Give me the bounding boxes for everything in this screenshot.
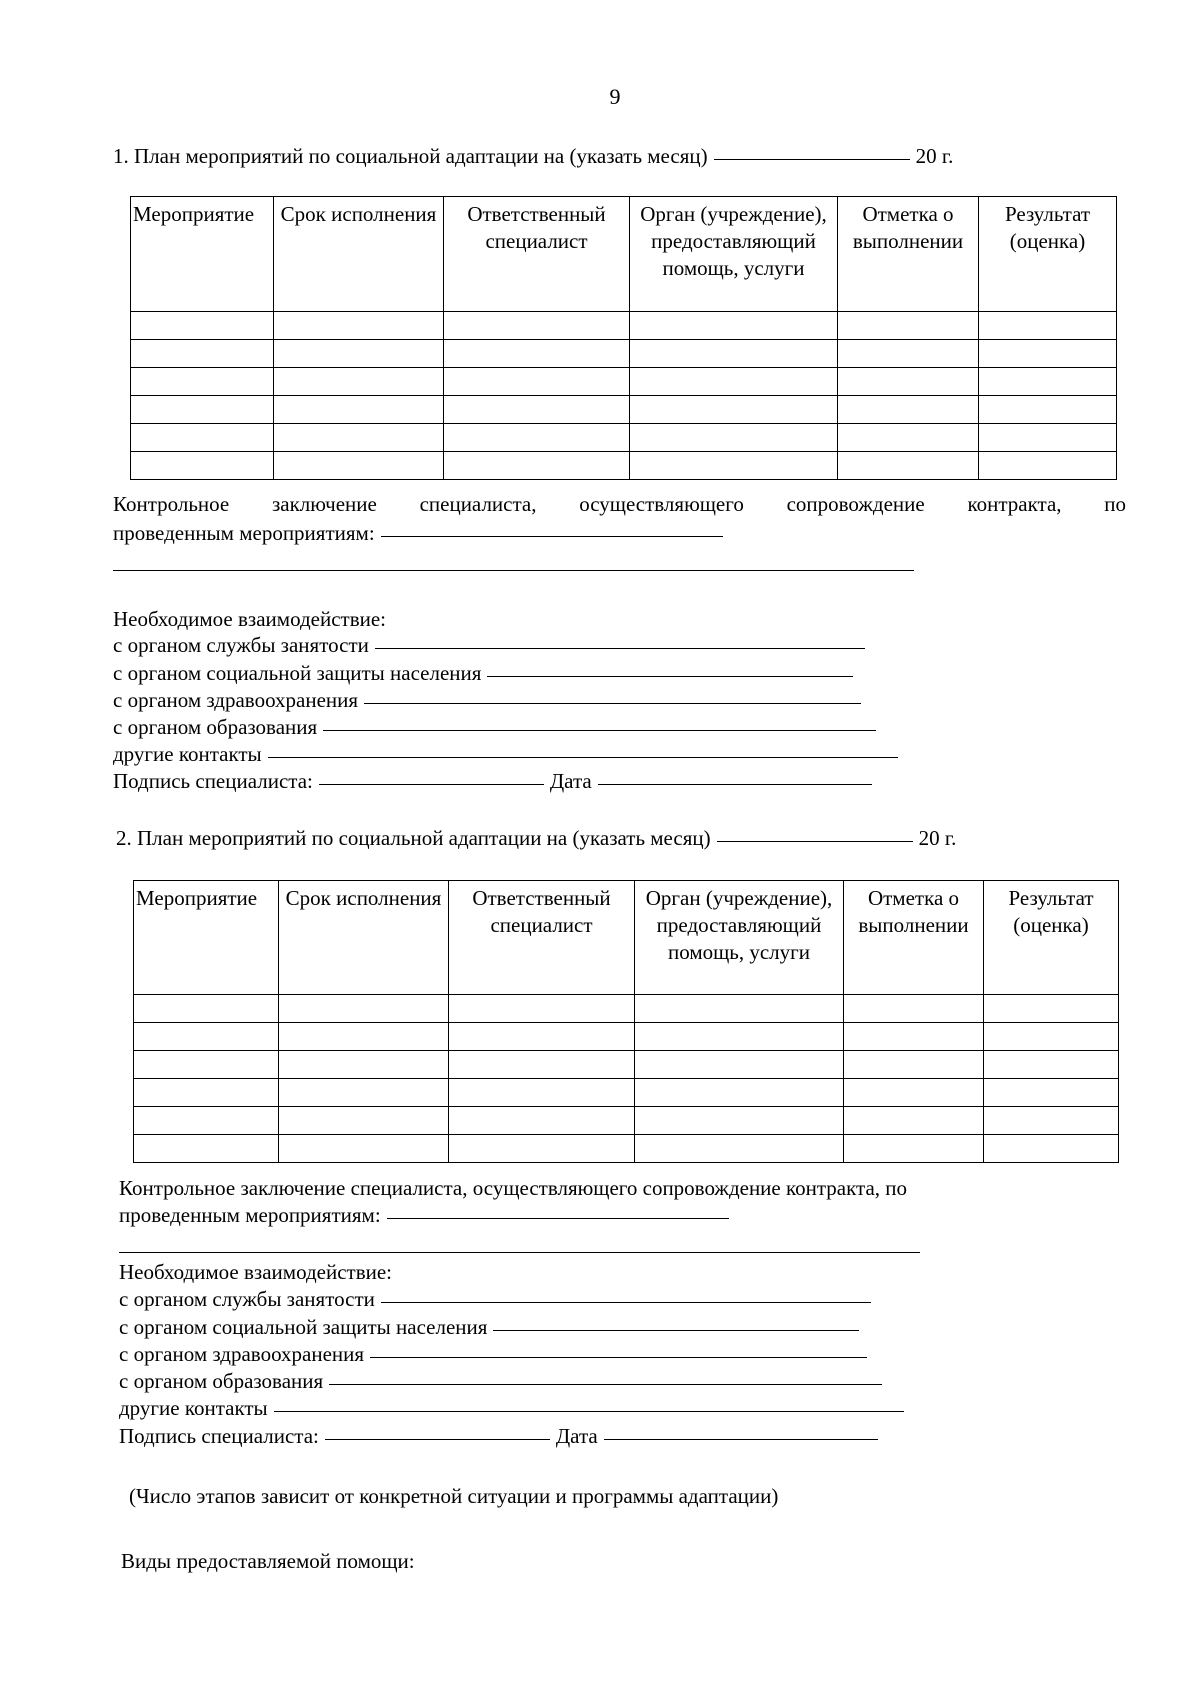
table-row: [134, 995, 1119, 1023]
table-cell[interactable]: [838, 340, 979, 368]
table-cell[interactable]: [984, 1135, 1119, 1163]
plan-1-interaction-education: [113, 717, 882, 738]
table-cell[interactable]: [844, 995, 984, 1023]
table-cell[interactable]: [635, 995, 844, 1023]
plan-2-signature-row: [119, 1426, 884, 1447]
word: контракта,: [967, 492, 1062, 516]
plan-1-interaction-title: Необходимое взаимодействие:: [113, 607, 387, 631]
table-row: [134, 1107, 1119, 1135]
word: по: [1104, 492, 1126, 516]
table-cell[interactable]: [630, 396, 838, 424]
table-cell[interactable]: [279, 995, 449, 1023]
conclusion-field[interactable]: [381, 536, 723, 537]
table-cell[interactable]: [449, 1023, 635, 1051]
table-cell[interactable]: [635, 1135, 844, 1163]
table-cell[interactable]: [444, 368, 630, 396]
plan-2-conclusion-line2: [119, 1205, 735, 1226]
column-header: Результат (оценка): [979, 197, 1117, 312]
table-cell[interactable]: [635, 1107, 844, 1135]
plan-2-interaction-social: [119, 1317, 865, 1338]
column-header: Ответственный специалист: [444, 197, 630, 312]
page-number: 9: [609, 84, 621, 109]
word: специалиста,: [419, 492, 537, 516]
column-header: Мероприятие: [131, 197, 274, 312]
plan-1-month-field[interactable]: [714, 159, 910, 160]
table-cell[interactable]: [134, 1135, 279, 1163]
table-cell[interactable]: [844, 1079, 984, 1107]
plan-2-interaction-title: Необходимое взаимодействие:: [119, 1260, 393, 1284]
plan-2-interaction-other: [119, 1398, 910, 1419]
table-cell[interactable]: [630, 424, 838, 452]
table-cell[interactable]: [635, 1023, 844, 1051]
column-header: Мероприятие: [134, 881, 279, 995]
table-cell[interactable]: [131, 424, 274, 452]
signature-field[interactable]: [325, 1439, 550, 1440]
conclusion-continuation-line[interactable]: [113, 570, 914, 571]
table-row: [131, 312, 1117, 340]
table-cell[interactable]: [844, 1051, 984, 1079]
table-row: [134, 1023, 1119, 1051]
table-cell[interactable]: [838, 312, 979, 340]
table-cell[interactable]: [449, 1079, 635, 1107]
conclusion-label: проведенным мероприятиям:: [113, 521, 375, 545]
table-cell[interactable]: [134, 1051, 279, 1079]
plan-2-interaction-health: [119, 1344, 873, 1365]
table-header-row: [131, 197, 1117, 312]
plan-1-conclusion-line1: [113, 494, 1126, 515]
table-cell[interactable]: [844, 1023, 984, 1051]
table-cell[interactable]: [984, 1107, 1119, 1135]
field-label: с органом социальной защиты населения: [119, 1315, 488, 1339]
column-header: Отметка о выполнении: [844, 881, 984, 995]
plan-2-title-text: 2. План мероприятий по социальной адаптации на (указать месяц): [116, 826, 711, 850]
healthcare-field[interactable]: [370, 1357, 867, 1358]
table-cell[interactable]: [838, 396, 979, 424]
date-field[interactable]: [604, 1439, 878, 1440]
field-label: с органом образования: [113, 715, 318, 739]
table-cell[interactable]: [630, 312, 838, 340]
table-row: [131, 340, 1117, 368]
column-header: Результат (оценка): [984, 881, 1119, 995]
table-cell[interactable]: [131, 396, 274, 424]
column-header: Ответственный специалист: [449, 881, 635, 995]
table-row: [131, 396, 1117, 424]
table-cell[interactable]: [630, 340, 838, 368]
table-cell[interactable]: [134, 995, 279, 1023]
plan-1-year: 20 г.: [915, 144, 954, 168]
column-header: Отметка о выполнении: [838, 197, 979, 312]
education-field[interactable]: [329, 1384, 882, 1385]
field-label: с органом социальной защиты населения: [113, 661, 482, 685]
table-cell[interactable]: [635, 1051, 844, 1079]
plan-1-table: [130, 196, 1117, 480]
column-header: Орган (учреждение), предоставляющий помощь, услуги: [635, 881, 844, 995]
help-types-label: Виды предоставляемой помощи:: [121, 1549, 415, 1573]
word: Контрольное: [113, 492, 230, 516]
table-header-row: [134, 881, 1119, 995]
word: заключение: [271, 492, 377, 516]
table-row: [134, 1051, 1119, 1079]
table-cell[interactable]: [274, 396, 444, 424]
healthcare-field[interactable]: [364, 703, 861, 704]
field-label: с органом образования: [119, 1369, 324, 1393]
table-cell[interactable]: [984, 1079, 1119, 1107]
table-cell[interactable]: [979, 312, 1117, 340]
table-cell[interactable]: [449, 1135, 635, 1163]
date-label: Дата: [549, 769, 592, 793]
plan-2-conclusion-line1: Контрольное заключение специалиста, осуществляющего сопровождение контракта, по: [119, 1176, 908, 1200]
table-cell[interactable]: [449, 995, 635, 1023]
table-cell[interactable]: [134, 1023, 279, 1051]
table-cell[interactable]: [274, 452, 444, 480]
plan-2-title: [116, 828, 956, 849]
table-row: [134, 1079, 1119, 1107]
table-cell[interactable]: [844, 1107, 984, 1135]
table-cell[interactable]: [279, 1023, 449, 1051]
table-cell[interactable]: [844, 1135, 984, 1163]
table-cell[interactable]: [131, 368, 274, 396]
other-contacts-field[interactable]: [268, 757, 898, 758]
table-row: [134, 1135, 1119, 1163]
table-cell[interactable]: [449, 1107, 635, 1135]
plan-2-interaction-employment: [119, 1289, 877, 1310]
date-field[interactable]: [598, 784, 872, 785]
table-cell[interactable]: [838, 452, 979, 480]
table-cell[interactable]: [279, 1107, 449, 1135]
table-cell[interactable]: [979, 368, 1117, 396]
plan-1-conclusion-line2: [113, 523, 729, 544]
table-cell[interactable]: [979, 340, 1117, 368]
word: сопровождение: [786, 492, 925, 516]
signature-label: Подпись специалиста:: [113, 769, 313, 793]
table-cell[interactable]: [444, 452, 630, 480]
signature-field[interactable]: [319, 784, 544, 785]
table-cell[interactable]: [979, 396, 1117, 424]
table-cell[interactable]: [131, 340, 274, 368]
word: осуществляющего: [579, 492, 744, 516]
other-contacts-field[interactable]: [274, 1411, 904, 1412]
field-label: другие контакты: [119, 1396, 268, 1420]
table-cell[interactable]: [274, 368, 444, 396]
table-cell[interactable]: [984, 995, 1119, 1023]
plan-2-table: [133, 880, 1119, 1163]
table-cell[interactable]: [444, 312, 630, 340]
education-field[interactable]: [323, 730, 876, 731]
table-cell[interactable]: [449, 1051, 635, 1079]
conclusion-field[interactable]: [387, 1218, 729, 1219]
social-protection-field[interactable]: [493, 1330, 859, 1331]
employment-field[interactable]: [381, 1302, 871, 1303]
table-cell[interactable]: [131, 452, 274, 480]
table-cell[interactable]: [274, 340, 444, 368]
table-cell[interactable]: [274, 424, 444, 452]
social-protection-field[interactable]: [487, 676, 853, 677]
plan-1-title: [113, 146, 953, 167]
table-row: [131, 452, 1117, 480]
table-cell[interactable]: [134, 1079, 279, 1107]
plan-1-signature-row: [113, 771, 878, 792]
table-cell[interactable]: [979, 424, 1117, 452]
date-label: Дата: [555, 1424, 598, 1448]
plan-2-year: 20 г.: [918, 826, 957, 850]
table-row: [131, 424, 1117, 452]
table-cell[interactable]: [984, 1023, 1119, 1051]
conclusion-continuation-line[interactable]: [119, 1252, 920, 1253]
plan-1-interaction-social: [113, 663, 859, 684]
signature-label: Подпись специалиста:: [119, 1424, 319, 1448]
table-cell[interactable]: [635, 1079, 844, 1107]
plan-1-interaction-health: [113, 690, 867, 711]
plan-2-interaction-education: [119, 1371, 888, 1392]
field-label: с органом здравоохранения: [113, 688, 359, 712]
column-header: Срок исполнения: [274, 197, 444, 312]
table-cell[interactable]: [630, 368, 838, 396]
table-cell[interactable]: [444, 424, 630, 452]
table-row: [131, 368, 1117, 396]
field-label: с органом службы занятости: [119, 1287, 375, 1311]
field-label: с органом здравоохранения: [119, 1342, 365, 1366]
table-cell[interactable]: [279, 1079, 449, 1107]
table-cell[interactable]: [134, 1107, 279, 1135]
stages-note: (Число этапов зависит от конкретной ситуации и программы адаптации): [129, 1484, 779, 1508]
column-header: Орган (учреждение), предоставляющий помощь, услуги: [630, 197, 838, 312]
table-cell[interactable]: [444, 396, 630, 424]
plan-1-interaction-employment: [113, 635, 871, 656]
table-cell[interactable]: [984, 1051, 1119, 1079]
plan-1-interaction-other: [113, 744, 904, 765]
column-header: Срок исполнения: [279, 881, 449, 995]
table-cell[interactable]: [979, 452, 1117, 480]
field-label: с органом службы занятости: [113, 633, 369, 657]
table-cell[interactable]: [279, 1135, 449, 1163]
table-cell[interactable]: [838, 368, 979, 396]
table-cell[interactable]: [444, 340, 630, 368]
table-cell[interactable]: [131, 312, 274, 340]
plan-2-month-field[interactable]: [717, 841, 913, 842]
conclusion-label: проведенным мероприятиям:: [119, 1203, 381, 1227]
table-cell[interactable]: [279, 1051, 449, 1079]
table-cell[interactable]: [838, 424, 979, 452]
field-label: другие контакты: [113, 742, 262, 766]
employment-field[interactable]: [375, 648, 865, 649]
table-cell[interactable]: [630, 452, 838, 480]
plan-1-title-text: 1. План мероприятий по социальной адаптации на (указать месяц): [113, 144, 708, 168]
table-cell[interactable]: [274, 312, 444, 340]
